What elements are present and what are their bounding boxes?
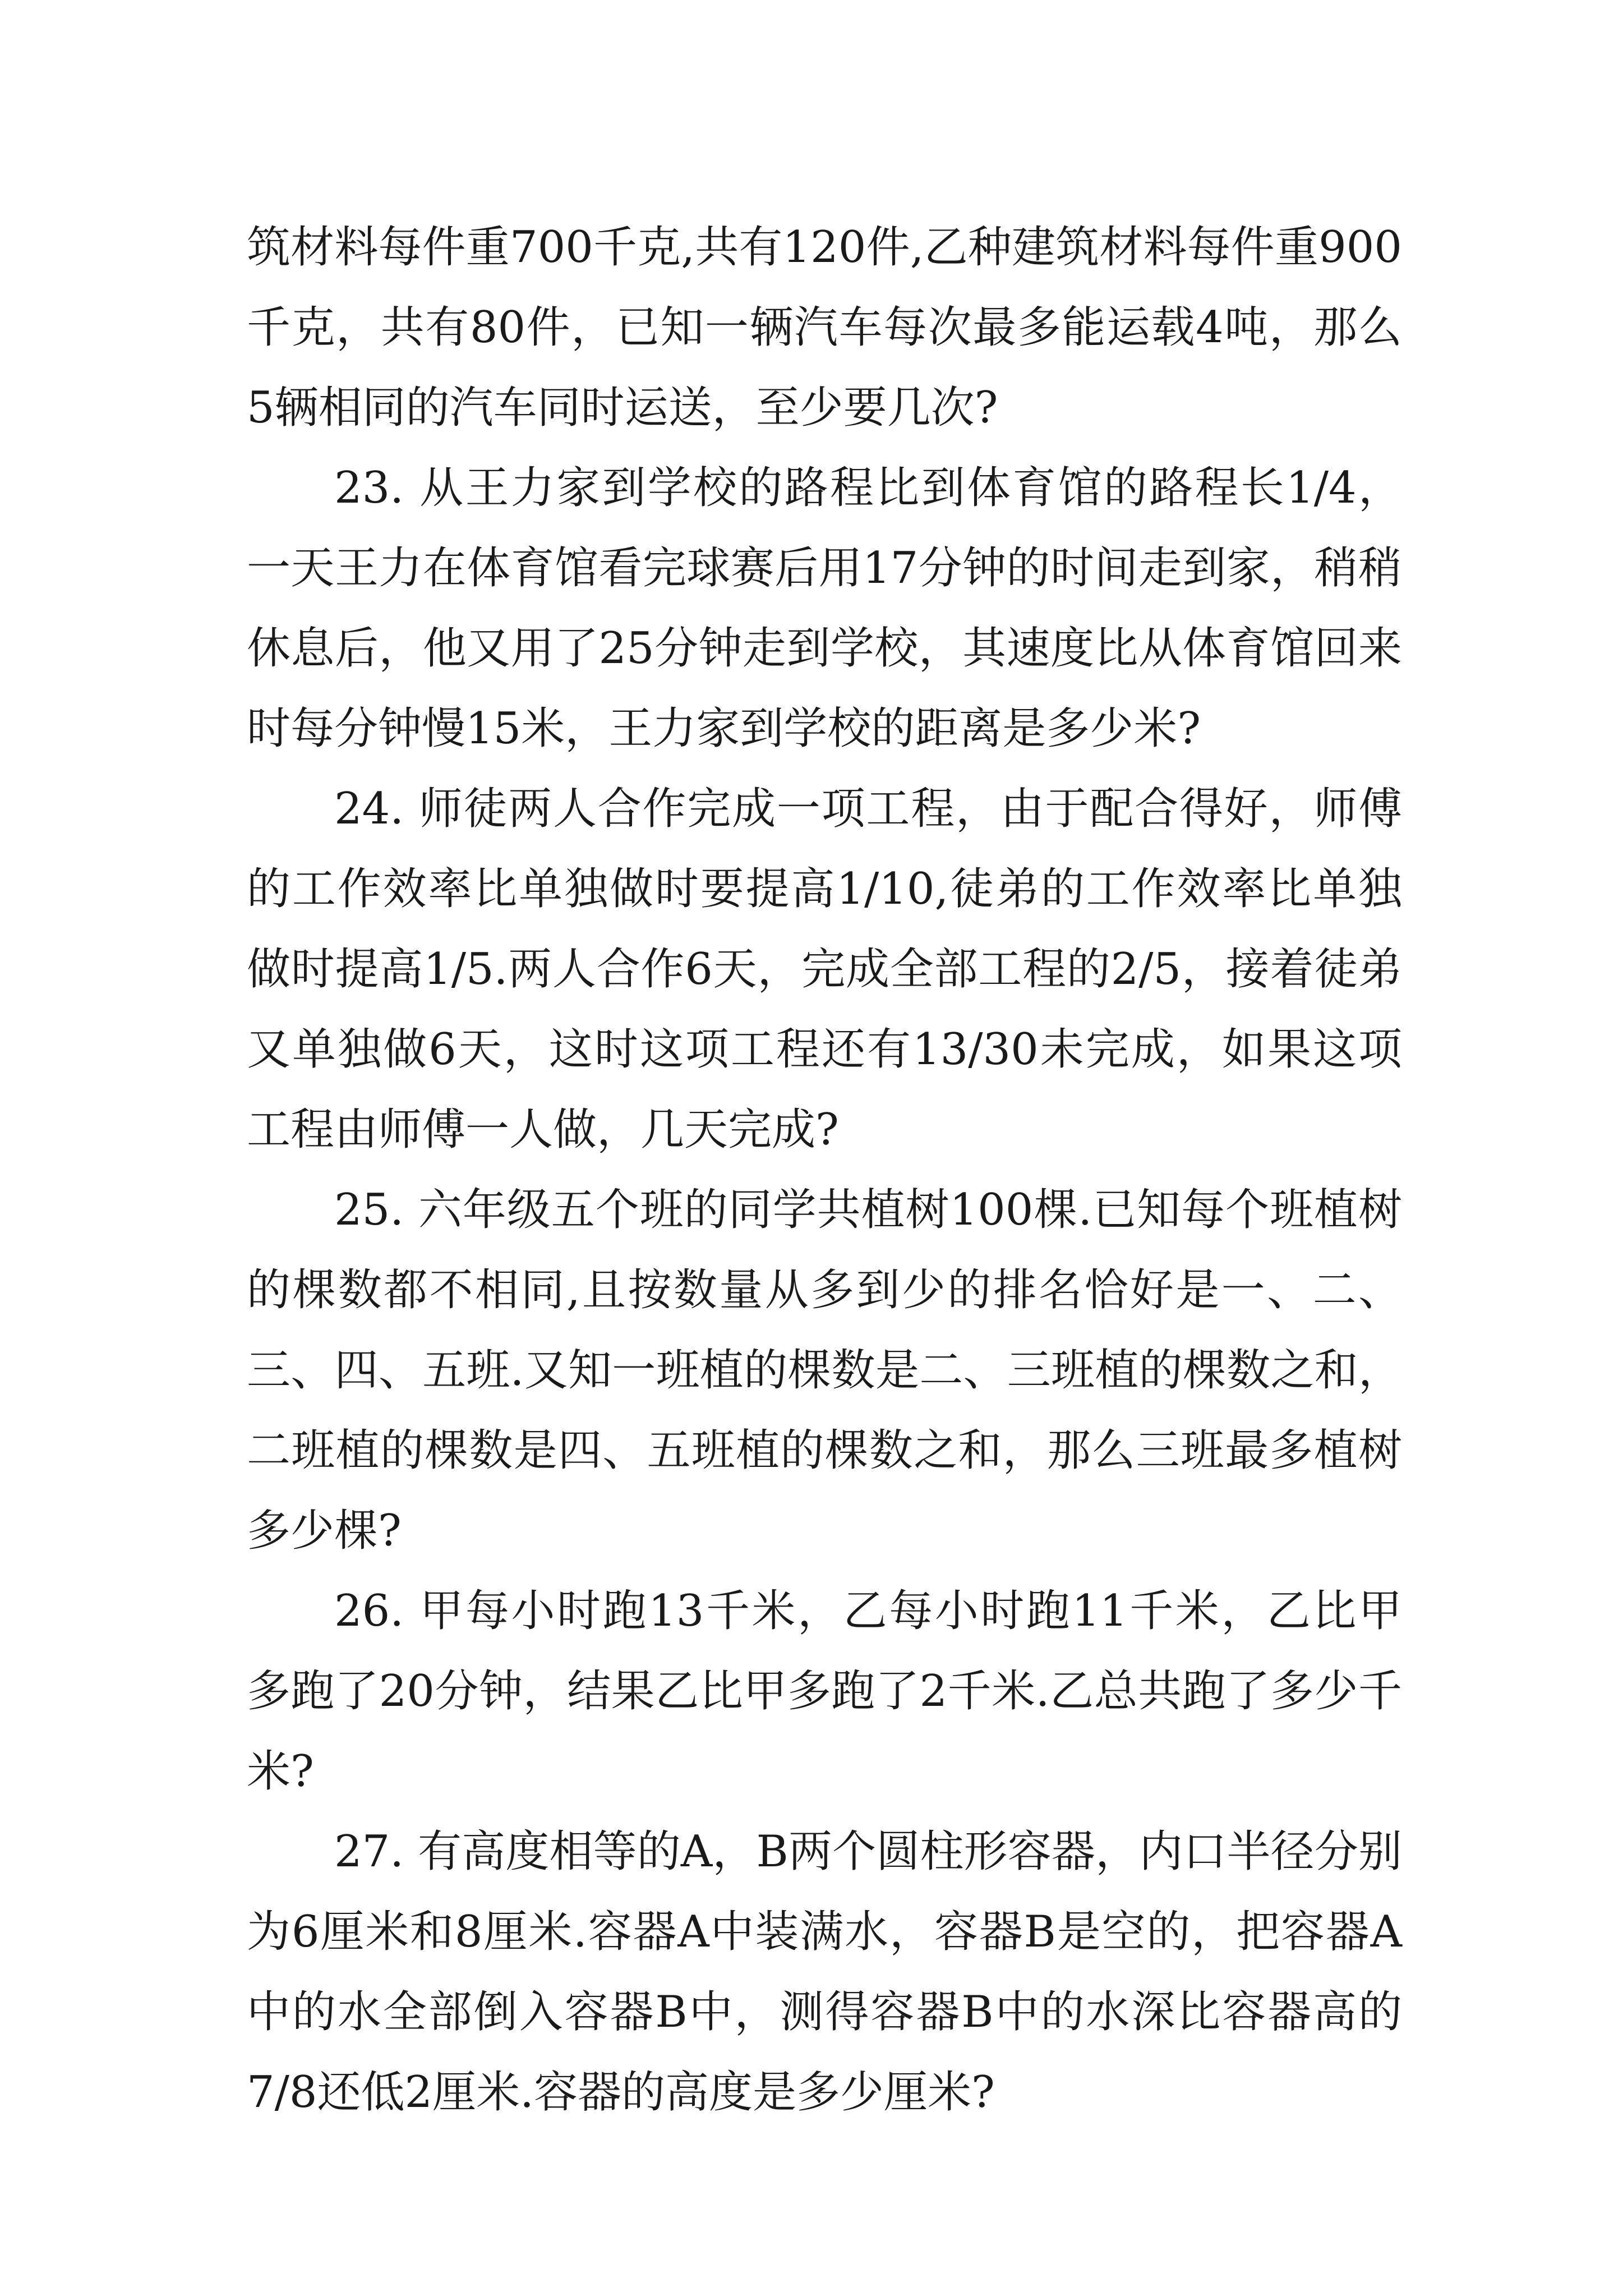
paragraph-26: 26. 甲每小时跑13千米，乙每小时跑11千米，乙比甲多跑了20分钟，结果乙比甲多跑了2千米.乙总共跑了多少千米? <box>247 1586 1402 1797</box>
document-body <box>247 208 1402 2133</box>
paragraph-22-continued: 筑材料每件重700千克,共有120件,乙种建筑材料每件重900千克，共有80件，已知一辆汽车每次最多能运载4吨，那么5辆相同的汽车同时运送，至少要几次? <box>247 222 1402 433</box>
paragraph-24: 24. 师徒两人合作完成一项工程，由于配合得好，师傅的工作效率比单独做时要提高1/10,徒弟的工作效率比单独做时提高1/5.两人合作6天，完成全部工程的2/5，接着徒弟又单独做6天，这时这项工程还有13/30未完成，如果这项工程由师傅一人做，几天完成? <box>247 784 1402 1155</box>
paragraph-25: 25. 六年级五个班的同学共植树100棵.已知每个班植树的棵数都不相同,且按数量从多到少的排名恰好是一、二、三、四、五班.又知一班植的棵数是二、三班植的棵数之和，二班植的棵数是四、五班植的棵数之和，那么三班最多植树多少棵? <box>247 1185 1402 1556</box>
paragraph-27: 27. 有高度相等的A，B两个圆柱形容器，内口半径分别为6厘米和8厘米.容器A中装满水，容器B是空的，把容器A中的水全部倒入容器B中，测得容器B中的水深比容器高的7/8还低2厘米.容器的高度是多少厘米? <box>247 1826 1402 2118</box>
paragraph-23: 23. 从王力家到学校的路程比到体育馆的路程长1/4，一天王力在体育馆看完球赛后用17分钟的时间走到家，稍稍休息后，他又用了25分钟走到学校，其速度比从体育馆回来时每分钟慢15米，王力家到学校的距离是多少米? <box>247 463 1402 754</box>
